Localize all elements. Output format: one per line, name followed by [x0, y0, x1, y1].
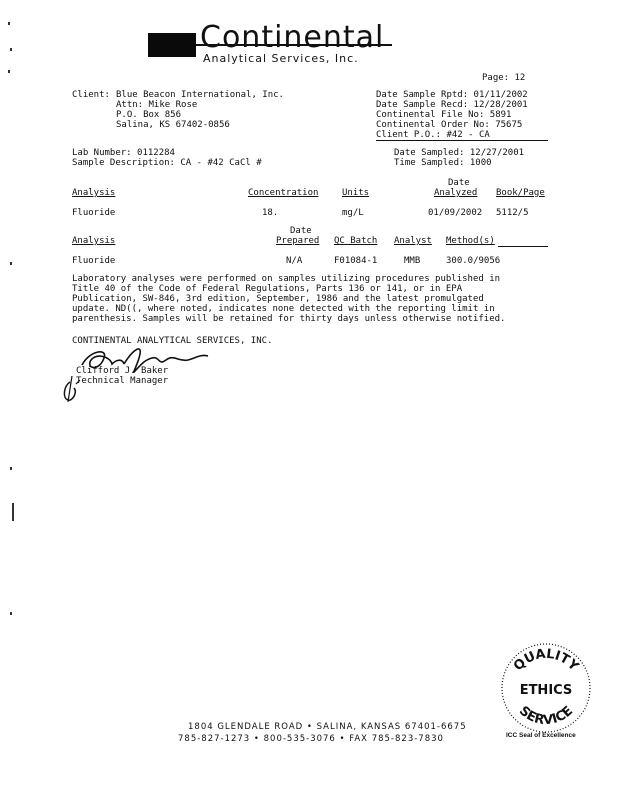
footer-address: 1804 GLENDALE ROAD • SALINA, KANSAS 67401-6675 [188, 722, 467, 732]
signature-company: CONTINENTAL ANALYTICAL SERVICES, INC. [72, 336, 273, 346]
table2-header-prepared: Prepared [276, 236, 320, 246]
notes-line-5: parenthesis. Samples will be retained for thirty days unless otherwise notified. [72, 314, 506, 324]
page-number: Page: 12 [482, 73, 526, 83]
table1-cell-units: mg/L [342, 208, 364, 218]
signatory-name: Clifford J. Baker [76, 366, 169, 376]
sample-description: Sample Description: CA - #42 CaCl # [72, 158, 262, 168]
scan-speck [10, 612, 12, 615]
logo-mark [148, 33, 196, 57]
client-line-3: P.O. Box 856 [116, 110, 182, 120]
stamp-ethics: ETHICS [519, 683, 573, 698]
table2-header-analysis: Analysis [72, 236, 116, 246]
footer-phones: 785-827-1273 • 800-535-3076 • FAX 785-823-7830 [178, 734, 444, 744]
stamp-service: SERVICE [515, 703, 577, 729]
table2-header-analyst: Analyst [394, 236, 432, 246]
table2-header-qc-batch: QC Batch [334, 236, 378, 246]
table1-header-analysis: Analysis [72, 188, 116, 198]
client-label: Client: [72, 90, 110, 100]
table1-header-concentration: Concentration [248, 188, 319, 198]
notes-line-3: Publication, SW-846, 3rd edition, September, 1986 and the latest promulgated [72, 294, 484, 304]
company-logo-subtitle: Analytical Services, Inc. [203, 52, 359, 65]
table2-date-label: Date [290, 226, 312, 236]
client-line-2: Attn: Mike Rose [116, 100, 198, 110]
scan-speck [10, 467, 12, 470]
scan-speck [8, 70, 10, 73]
report-date-reported: Date Sample Rptd: 01/11/2002 [376, 90, 528, 100]
scan-speck [12, 503, 14, 521]
table2-cell-methods: 300.0/9056 [446, 256, 501, 266]
notes-line-1: Laboratory analyses were performed on samples utilizing procedures published in [72, 274, 501, 284]
date-sampled: Date Sampled: 12/27/2001 [394, 148, 525, 158]
table2-cell-analyst: MMB [404, 256, 421, 266]
time-sampled: Time Sampled: 1000 [394, 158, 492, 168]
notes-line-2: Title 40 of the Code of Federal Regulations, Parts 136 or 141, or in EPA [72, 284, 463, 294]
table1-header-book-page: Book/Page [496, 188, 545, 198]
stamp-caption: ICC Seal of Excellence [506, 732, 576, 739]
table1-cell-analysis: Fluoride [72, 208, 116, 218]
table1-header-analyzed: Analyzed [434, 188, 478, 198]
table1-header-units: Units [342, 188, 370, 198]
lab-number: Lab Number: 0112284 [72, 148, 175, 158]
client-line-1: Blue Beacon International, Inc. [116, 90, 284, 100]
report-file-number: Continental File No: 5891 [376, 110, 512, 120]
scan-speck [10, 48, 12, 51]
client-line-4: Salina, KS 67402-0856 [116, 120, 230, 130]
scan-speck [10, 262, 12, 265]
report-client-po: Client P.O.: #42 - CA [376, 130, 490, 140]
table2-header-methods: Method(s) [446, 236, 495, 246]
signatory-title: Technical Manager [76, 376, 169, 386]
scan-speck [8, 22, 10, 25]
table2-cell-prepared: N/A [286, 256, 303, 266]
table1-cell-book-page: 5112/5 [496, 208, 529, 218]
table2-header-rule [498, 246, 548, 247]
company-logo-text: Continental [200, 20, 385, 55]
report-date-received: Date Sample Recd: 12/28/2001 [376, 100, 528, 110]
table2-cell-analysis: Fluoride [72, 256, 116, 266]
stamp-quality: QUALITY [510, 646, 582, 675]
quality-stamp [498, 640, 594, 736]
table2-cell-qc-batch: F01084-1 [334, 256, 378, 266]
table1-date-label: Date [448, 178, 470, 188]
report-info-rule [376, 140, 548, 141]
table1-cell-analyzed: 01/09/2002 [428, 208, 483, 218]
table1-cell-concentration: 18. [262, 208, 279, 218]
notes-line-4: update. ND((, where noted, indicates none detected with the reporting limit in [72, 304, 495, 314]
report-order-number: Continental Order No: 75675 [376, 120, 523, 130]
